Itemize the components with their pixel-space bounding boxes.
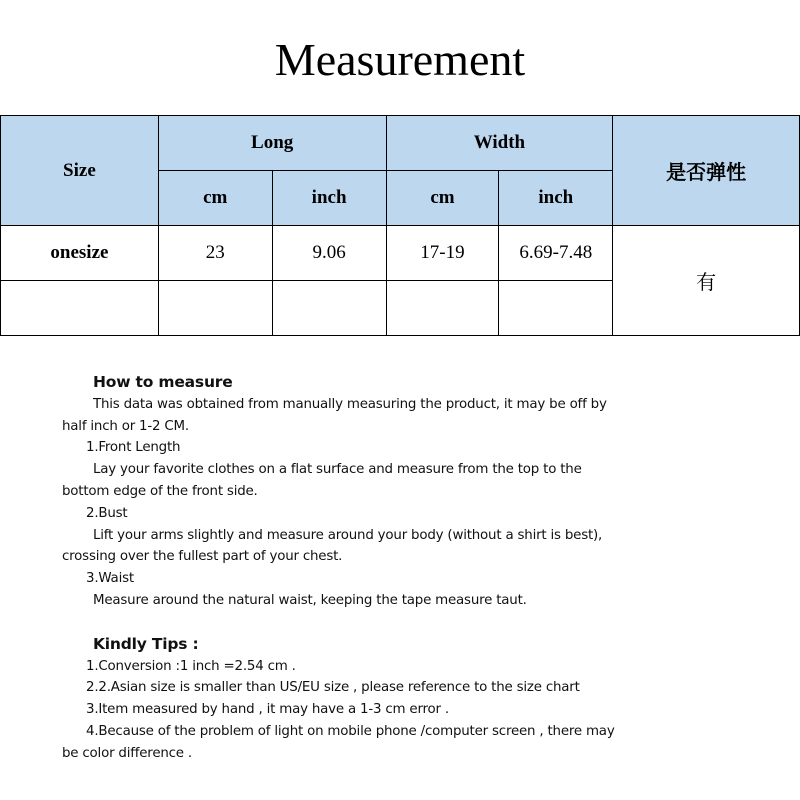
bust-text-cont: crossing over the fullest part of your chest. xyxy=(62,549,343,565)
cell-size: onesize xyxy=(1,226,159,281)
front-length-title: 1.Front Length xyxy=(86,440,181,456)
header-long-cm: cm xyxy=(158,171,272,226)
header-elastic: 是否弹性 xyxy=(613,116,800,226)
waist-text: Measure around the natural waist, keeping the tape measure taut. xyxy=(93,592,527,608)
cell-width-cm xyxy=(386,281,499,336)
cell-long-cm: 23 xyxy=(158,226,272,281)
waist-title: 3.Waist xyxy=(86,571,134,587)
cell-long-inch: 9.06 xyxy=(272,226,386,281)
table-row xyxy=(1,226,800,281)
header-size: Size xyxy=(1,116,159,226)
header-long: Long xyxy=(158,116,386,171)
cell-width-inch xyxy=(499,281,613,336)
cell-width-cm: 17-19 xyxy=(386,226,499,281)
cell-elastic: 有 xyxy=(613,226,800,336)
cell-size xyxy=(1,281,159,336)
cell-width-inch: 6.69-7.48 xyxy=(499,226,613,281)
kindly-tips-heading: Kindly Tips : xyxy=(93,634,199,653)
header-width: Width xyxy=(386,116,613,171)
bust-text: Lift your arms slightly and measure around your body (without a shirt is best), xyxy=(93,527,603,543)
cell-long-cm xyxy=(158,281,272,336)
intro-text: This data was obtained from manually measuring the product, it may be off by xyxy=(93,396,607,412)
page-title: Measurement xyxy=(274,34,526,85)
cell-long-inch xyxy=(272,281,386,336)
tip-4-cont: be color difference . xyxy=(62,745,192,761)
how-to-measure-heading: How to measure xyxy=(93,373,233,391)
intro-text-cont: half inch or 1-2 CM. xyxy=(62,418,189,434)
tip-4: 4.Because of the problem of light on mobile phone /computer screen , there may xyxy=(86,723,615,739)
header-width-cm: cm xyxy=(386,171,499,226)
measure-notes xyxy=(62,372,662,765)
front-length-text: Lay your favorite clothes on a flat surface and measure from the top to the xyxy=(93,462,582,478)
tip-3: 3.Item measured by hand , it may have a 1-3 cm error . xyxy=(86,702,449,718)
header-width-inch: inch xyxy=(499,171,613,226)
bust-title: 2.Bust xyxy=(86,505,128,521)
tip-2: 2.2.Asian size is smaller than US/EU size , please reference to the size chart xyxy=(86,680,580,696)
size-table xyxy=(0,115,800,336)
header-long-inch: inch xyxy=(272,171,386,226)
tip-1: 1.Conversion :1 inch =2.54 cm . xyxy=(86,658,296,674)
front-length-text-cont: bottom edge of the front side. xyxy=(62,483,258,499)
